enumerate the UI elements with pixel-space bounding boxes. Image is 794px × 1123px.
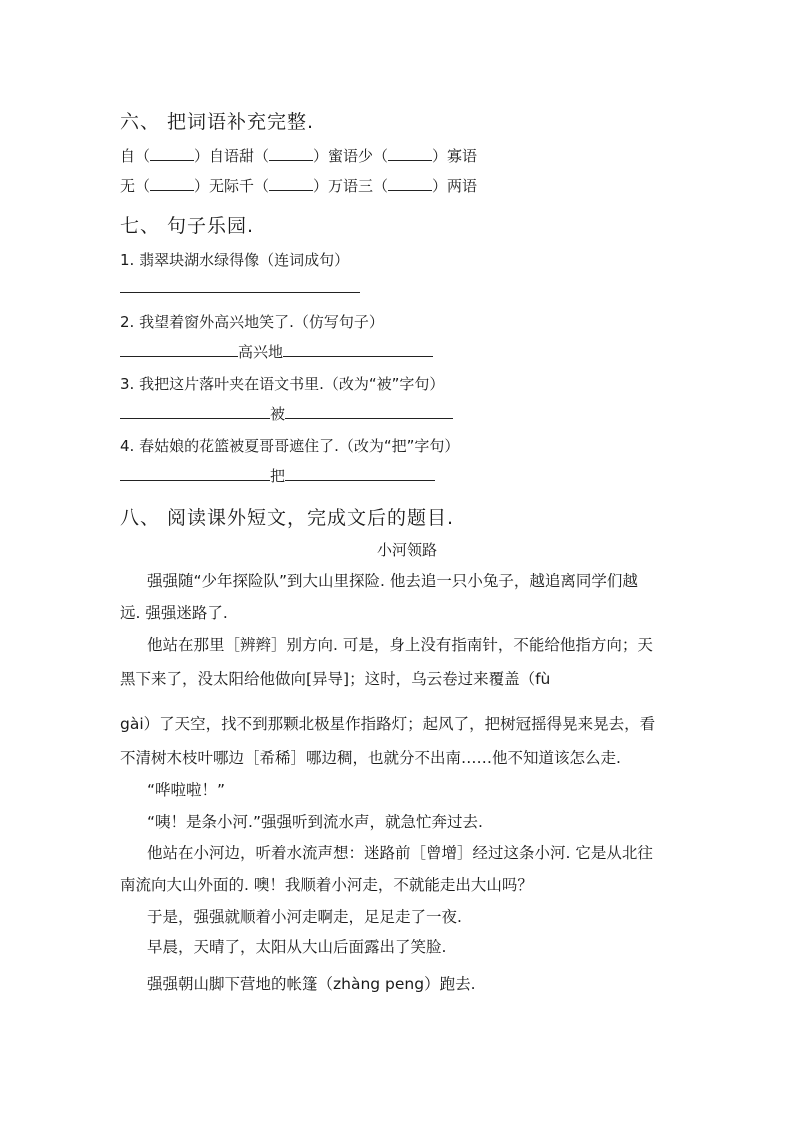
fill-row-2 (120, 175, 477, 196)
passage-line-1: 强强随“少年探险队”到大山里探险. 他去追一只小兔子，越追离同学们越 (147, 572, 638, 590)
passage-line-10: 南流向大山外面的. 噢！我顺着小河走，不就能走出大山吗？ (120, 876, 533, 894)
passage-line-2: 远. 强强迷路了. (120, 604, 228, 622)
q4-middle-text: 把 (270, 467, 286, 485)
passage-line-12: 早晨，天晴了，太阳从大山后面露出了笑脸. (147, 938, 447, 956)
blank-1[interactable] (150, 148, 194, 161)
section-7-heading: 七、 句子乐园. (120, 215, 255, 237)
blank-6[interactable] (388, 178, 432, 191)
passage-line-6: 不清树木枝叶哪边［希稀］哪边稠，也就分不出南……他不知道该怎么走. (120, 749, 621, 767)
passage-line-4: 黑下来了，没太阳给他做向[异导]；这时，乌云卷过来覆盖（fù (120, 670, 551, 688)
blank-3[interactable] (388, 148, 432, 161)
blank-5[interactable] (269, 178, 313, 191)
passage-line-7: “哗啦啦！” (147, 781, 226, 799)
question-3: 3. 我把这片落叶夹在语文书里.（改为“被”字句） (120, 375, 445, 393)
passage-line-5: gài）了天空，找不到那颗北极星作指路灯；起风了，把树冠摇得晃来晃去，看 (120, 715, 656, 733)
passage-line-8: “咦！是条小河.”强强听到流水声，就急忙奔过去. (147, 813, 483, 831)
row2-text-2: ）无际千（ (194, 177, 270, 195)
row1-text-1: 自（ (120, 147, 151, 165)
section-6-heading: 六、 把词语补充完整. (120, 111, 315, 133)
question-4: 4. 春姑娘的花篮被夏哥哥遮住了.（改为“把”字句） (120, 437, 460, 455)
answer-line-1[interactable] (120, 278, 360, 297)
passage-line-13: 强强朝山脚下营地的帐篷（zhàng peng）跑去. (147, 975, 476, 993)
passage-line-3: 他站在那里［辨辫］别方向. 可是，身上没有指南针，不能给他指方向；天 (147, 636, 653, 654)
row1-text-4: ）寡语 (432, 147, 478, 165)
question-2: 2. 我望着窗外高兴地笑了.（仿写句子） (120, 313, 384, 331)
passage-line-9: 他站在小河边，听着水流声想：迷路前［曾增］经过这条小河. 它是从北往 (147, 844, 653, 862)
row1-text-2: ）自语甜（ (194, 147, 270, 165)
blank-4a[interactable] (120, 466, 270, 481)
fill-row-1 (120, 145, 477, 166)
section-8-heading: 八、 阅读课外短文，完成文后的题目. (120, 507, 455, 529)
row2-text-4: ）两语 (432, 177, 478, 195)
question-1: 1. 翡翠块湖水绿得像（连词成句） (120, 251, 350, 269)
passage-title: 小河领路 (376, 541, 437, 559)
answer-line-3[interactable] (120, 403, 453, 424)
blank-2[interactable] (269, 148, 313, 161)
blank-2b[interactable] (283, 342, 433, 357)
row2-text-3: ）万语三（ (313, 177, 389, 195)
answer-line-2[interactable] (120, 341, 433, 362)
blank-4b[interactable] (285, 466, 435, 481)
q3-middle-text: 被 (270, 405, 286, 423)
passage-line-11: 于是，强强就顺着小河走啊走，足足走了一夜. (147, 908, 462, 926)
blank-2a[interactable] (120, 342, 238, 357)
row1-text-3: ）蜜语少（ (313, 147, 389, 165)
blank-4[interactable] (150, 178, 194, 191)
answer-line-4[interactable] (120, 465, 435, 486)
blank-3a[interactable] (120, 404, 270, 419)
blank-3b[interactable] (285, 404, 453, 419)
row2-text-1: 无（ (120, 177, 151, 195)
q2-middle-text: 高兴地 (238, 343, 284, 361)
